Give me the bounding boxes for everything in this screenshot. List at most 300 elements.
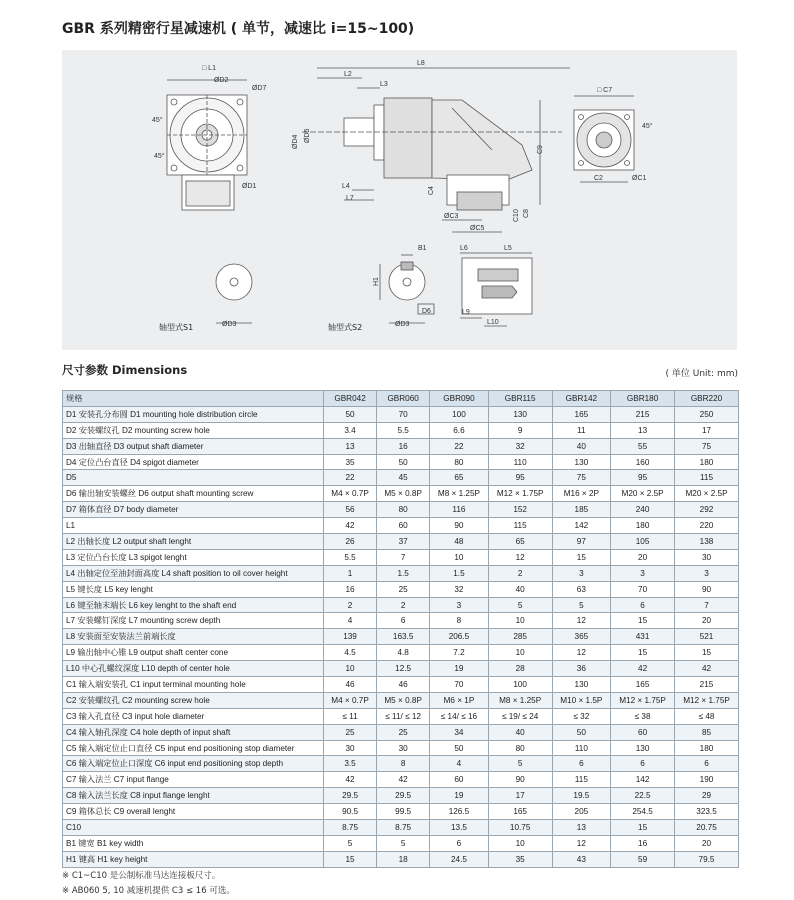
table-cell: M5 × 0.8P: [377, 692, 430, 708]
table-cell: 1: [324, 565, 377, 581]
table-cell: 20: [611, 549, 675, 565]
table-cell: 29.5: [324, 788, 377, 804]
table-cell: 6: [377, 613, 430, 629]
shaft-detail-view: [418, 253, 532, 326]
table-cell: 6: [675, 756, 739, 772]
table-cell: 4.5: [324, 645, 377, 661]
table-cell: 30: [377, 740, 430, 756]
table-row: [63, 756, 739, 772]
table-cell: 48: [430, 534, 489, 550]
row-label: C3 输入孔直径 C3 input hole diameter: [63, 708, 324, 724]
table-cell: 10: [488, 835, 552, 851]
drawing-label: ØD3: [222, 321, 237, 328]
table-cell: 206.5: [430, 629, 489, 645]
table-cell: 139: [324, 629, 377, 645]
drawing-label: □ L1: [202, 65, 216, 72]
table-cell: 50: [377, 454, 430, 470]
drawing-label: L5: [504, 245, 512, 252]
drawing-label: D6: [422, 308, 431, 315]
table-cell: 3.4: [324, 422, 377, 438]
table-cell: 190: [675, 772, 739, 788]
table-cell: 60: [377, 518, 430, 534]
table-cell: 323.5: [675, 804, 739, 820]
table-cell: 20: [675, 835, 739, 851]
table-cell: 160: [611, 454, 675, 470]
table-cell: 2: [324, 597, 377, 613]
drawing-label: ØD2: [214, 77, 229, 84]
table-cell: 19.5: [552, 788, 611, 804]
table-cell: ≤ 32: [552, 708, 611, 724]
footnotes: [62, 869, 235, 899]
table-cell: 130: [552, 677, 611, 693]
table-cell: 80: [377, 502, 430, 518]
table-cell: 15: [552, 549, 611, 565]
table-cell: 180: [611, 518, 675, 534]
table-cell: 32: [430, 581, 489, 597]
drawing-label: H1: [373, 277, 380, 286]
table-cell: 3.5: [324, 756, 377, 772]
table-cell: 110: [552, 740, 611, 756]
table-cell: 220: [675, 518, 739, 534]
table-cell: 1.5: [430, 565, 489, 581]
drawing-label: L8: [417, 60, 425, 67]
table-cell: 285: [488, 629, 552, 645]
drawing-label: ØD1: [242, 183, 257, 190]
table-cell: 90: [430, 518, 489, 534]
table-cell: 55: [611, 438, 675, 454]
table-cell: 15: [611, 613, 675, 629]
drawing-label: L10: [487, 319, 499, 326]
table-cell: 50: [430, 740, 489, 756]
table-cell: M20 × 2.5P: [611, 486, 675, 502]
drawing-label: L6: [460, 245, 468, 252]
table-cell: 40: [488, 724, 552, 740]
table-cell: 29: [675, 788, 739, 804]
table-cell: 40: [552, 438, 611, 454]
row-label: L10 中心孔螺纹深度 L10 depth of center hole: [63, 661, 324, 677]
table-cell: 90.5: [324, 804, 377, 820]
table-row: [63, 422, 739, 438]
row-label: D1 安装孔分布圆 D1 mounting hole distribution circle: [63, 406, 324, 422]
table-cell: 30: [324, 740, 377, 756]
table-cell: 100: [488, 677, 552, 693]
drawing-label: ØC3: [444, 213, 459, 220]
header-cell: GBR180: [611, 391, 675, 407]
table-cell: 37: [377, 534, 430, 550]
table-cell: 12: [552, 645, 611, 661]
drawing-label: C8: [523, 209, 530, 218]
table-cell: 75: [675, 438, 739, 454]
table-cell: 205: [552, 804, 611, 820]
header-cell: GBR060: [377, 391, 430, 407]
table-cell: M8 × 1.25P: [430, 486, 489, 502]
table-cell: 85: [675, 724, 739, 740]
table-cell: 95: [488, 470, 552, 486]
table-cell: 5: [377, 835, 430, 851]
table-cell: ≤ 48: [675, 708, 739, 724]
table-cell: M12 × 1.75P: [488, 486, 552, 502]
table-cell: 70: [430, 677, 489, 693]
table-cell: 80: [488, 740, 552, 756]
table-cell: 63: [552, 581, 611, 597]
row-label: C5 输入端定位止口直径 C5 input end positioning stop diameter: [63, 740, 324, 756]
table-cell: 26: [324, 534, 377, 550]
table-cell: 35: [324, 454, 377, 470]
table-cell: 42: [324, 772, 377, 788]
table-cell: 6: [430, 835, 489, 851]
table-row: [63, 835, 739, 851]
table-cell: 12: [552, 835, 611, 851]
table-cell: 126.5: [430, 804, 489, 820]
table-cell: 115: [488, 518, 552, 534]
drawing-label: 45°: [642, 123, 653, 130]
row-label: C7 输入法兰 C7 input flange: [63, 772, 324, 788]
row-label: L2 出轴长度 L2 output shaft lenght: [63, 534, 324, 550]
table-cell: 110: [488, 454, 552, 470]
table-cell: M5 × 0.8P: [377, 486, 430, 502]
row-label: C4 输入轴孔深度 C4 hole depth of input shaft: [63, 724, 324, 740]
table-cell: 99.5: [377, 804, 430, 820]
table-cell: 180: [675, 454, 739, 470]
table-cell: 10: [430, 549, 489, 565]
table-cell: 25: [377, 724, 430, 740]
table-cell: 130: [488, 406, 552, 422]
table-cell: ≤ 11/ ≤ 12: [377, 708, 430, 724]
table-cell: 115: [552, 772, 611, 788]
table-cell: M12 × 1.75P: [611, 692, 675, 708]
table-cell: 116: [430, 502, 489, 518]
table-cell: 13: [611, 422, 675, 438]
table-cell: 40: [488, 581, 552, 597]
table-cell: 152: [488, 502, 552, 518]
table-cell: 22: [324, 470, 377, 486]
row-label: D3 出轴直径 D3 output shaft diameter: [63, 438, 324, 454]
drawing-label: 45°: [154, 153, 165, 160]
table-cell: M20 × 2.5P: [675, 486, 739, 502]
table-cell: 15: [611, 645, 675, 661]
table-cell: M8 × 1.25P: [488, 692, 552, 708]
table-row: [63, 613, 739, 629]
table-cell: 65: [430, 470, 489, 486]
table-cell: 8: [377, 756, 430, 772]
row-label: L7 安装螺钉深度 L7 mounting screw depth: [63, 613, 324, 629]
table-cell: 28: [488, 661, 552, 677]
table-cell: 15: [675, 645, 739, 661]
row-label: C10: [63, 820, 324, 836]
table-cell: 138: [675, 534, 739, 550]
section-title: 尺寸参数 Dimensions: [62, 363, 188, 377]
row-label: C6 输入端定位止口深度 C6 input end positioning stop depth: [63, 756, 324, 772]
table-cell: M6 × 1P: [430, 692, 489, 708]
table-cell: 25: [377, 581, 430, 597]
table-cell: 17: [488, 788, 552, 804]
table-row: [63, 597, 739, 613]
drawing-label: L9: [462, 309, 470, 316]
table-cell: 2: [488, 565, 552, 581]
table-cell: 431: [611, 629, 675, 645]
table-cell: 8.75: [377, 820, 430, 836]
header-cell: 规格: [63, 391, 324, 407]
table-cell: 5: [324, 835, 377, 851]
row-label: C9 箱体总长 C9 overall lenght: [63, 804, 324, 820]
table-cell: 43: [552, 851, 611, 867]
table-cell: 46: [324, 677, 377, 693]
footnote: ※ C1~C10 是公制标准马达连接板尺寸。: [62, 871, 221, 881]
drawing-label: ØD4: [292, 134, 299, 149]
table-row: [63, 677, 739, 693]
table-row: [63, 788, 739, 804]
table-cell: 180: [675, 740, 739, 756]
row-label: L8 安装面至安装法兰前端长度: [63, 629, 324, 645]
table-cell: 13.5: [430, 820, 489, 836]
table-cell: 65: [488, 534, 552, 550]
table-row: [63, 772, 739, 788]
table-cell: 3: [611, 565, 675, 581]
table-cell: 15: [324, 851, 377, 867]
row-label: C1 输入端安装孔 C1 input terminal mounting hole: [63, 677, 324, 693]
table-cell: 17: [675, 422, 739, 438]
table-cell: M4 × 0.7P: [324, 692, 377, 708]
drawing-label: L2: [344, 71, 352, 78]
table-cell: 6: [552, 756, 611, 772]
technical-drawing: [62, 50, 737, 350]
table-cell: 90: [488, 772, 552, 788]
table-cell: 9: [488, 422, 552, 438]
table-cell: 1.5: [377, 565, 430, 581]
row-label: L4 出轴定位至油封面高度 L4 shaft position to oil cover height: [63, 565, 324, 581]
drawing-label: ØC1: [632, 175, 647, 182]
row-label: D2 安装螺纹孔 D2 mounting screw hole: [63, 422, 324, 438]
table-cell: 4.8: [377, 645, 430, 661]
dimensions-table: [62, 390, 739, 868]
table-cell: M4 × 0.7P: [324, 486, 377, 502]
row-label: D7 箱体直径 D7 body diameter: [63, 502, 324, 518]
table-cell: 4: [324, 613, 377, 629]
drawing-label: □ C7: [597, 87, 613, 94]
row-label: L6 键至轴末端长 L6 key lenght to the shaft end: [63, 597, 324, 613]
table-cell: 11: [552, 422, 611, 438]
table-cell: 70: [611, 581, 675, 597]
table-cell: M12 × 1.75P: [675, 692, 739, 708]
table-cell: 56: [324, 502, 377, 518]
table-cell: 46: [377, 677, 430, 693]
table-cell: 45: [377, 470, 430, 486]
row-label: L3 定位凸台长度 L3 spigot lenght: [63, 549, 324, 565]
table-row: [63, 661, 739, 677]
drawing-svg: [62, 50, 737, 350]
row-label: H1 键高 H1 key height: [63, 851, 324, 867]
drawing-label: B1: [418, 245, 427, 252]
table-cell: ≤ 38: [611, 708, 675, 724]
caption-s1: 轴型式S1: [159, 323, 194, 332]
table-cell: 35: [488, 851, 552, 867]
table-cell: 5: [488, 597, 552, 613]
table-cell: 90: [675, 581, 739, 597]
table-cell: 292: [675, 502, 739, 518]
table-cell: 70: [377, 406, 430, 422]
table-cell: 5.5: [377, 422, 430, 438]
row-label: D6 输出轴安装螺丝 D6 output shaft mounting screw: [63, 486, 324, 502]
table-cell: 6.6: [430, 422, 489, 438]
table-cell: 12: [488, 549, 552, 565]
table-row: [63, 581, 739, 597]
header-cell: GBR115: [488, 391, 552, 407]
table-cell: 3: [675, 565, 739, 581]
table-cell: 20: [675, 613, 739, 629]
unit-label: ( 单位 Unit: mm): [665, 369, 738, 379]
table-cell: 13: [552, 820, 611, 836]
table-cell: 50: [552, 724, 611, 740]
table-cell: 7: [377, 549, 430, 565]
table-cell: 6: [611, 756, 675, 772]
drawing-label: C9: [537, 145, 544, 154]
drawing-label: ØD3: [395, 321, 410, 328]
table-cell: 20.75: [675, 820, 739, 836]
table-cell: 59: [611, 851, 675, 867]
table-cell: 10: [488, 645, 552, 661]
table-cell: 250: [675, 406, 739, 422]
table-cell: 163.5: [377, 629, 430, 645]
table-cell: 18: [377, 851, 430, 867]
table-cell: 25: [324, 724, 377, 740]
header-cell: GBR142: [552, 391, 611, 407]
table-row: [63, 518, 739, 534]
table-row: [63, 438, 739, 454]
table-cell: 16: [324, 581, 377, 597]
table-cell: 29.5: [377, 788, 430, 804]
table-cell: 5: [552, 597, 611, 613]
drawing-label: ØC5: [470, 225, 485, 232]
table-cell: 130: [611, 740, 675, 756]
footnote: ※ AB060 5, 10 减速机提供 C3 ≤ 16 可选。: [62, 886, 235, 896]
table-cell: 3: [430, 597, 489, 613]
table-cell: 100: [430, 406, 489, 422]
table-cell: 42: [324, 518, 377, 534]
table-cell: 185: [552, 502, 611, 518]
drawing-label: L7: [346, 195, 354, 202]
table-cell: 75: [552, 470, 611, 486]
table-row: [63, 549, 739, 565]
table-cell: 19: [430, 661, 489, 677]
table-cell: 97: [552, 534, 611, 550]
table-cell: 8.75: [324, 820, 377, 836]
table-row: [63, 629, 739, 645]
table-row: [63, 740, 739, 756]
drawing-label: C2: [594, 175, 603, 182]
table-cell: 22: [430, 438, 489, 454]
table-cell: 5.5: [324, 549, 377, 565]
drawing-label: C4: [428, 186, 435, 195]
table-cell: 12: [552, 613, 611, 629]
header-cell: GBR220: [675, 391, 739, 407]
table-cell: 115: [675, 470, 739, 486]
table-row: [63, 406, 739, 422]
table-cell: 16: [611, 835, 675, 851]
table-cell: 60: [611, 724, 675, 740]
table-cell: ≤ 14/ ≤ 16: [430, 708, 489, 724]
table-cell: 7: [675, 597, 739, 613]
table-cell: 60: [430, 772, 489, 788]
row-label: B1 键宽 B1 key width: [63, 835, 324, 851]
table-cell: 12.5: [377, 661, 430, 677]
row-label: L5 键长度 L5 key lenght: [63, 581, 324, 597]
table-row: [63, 804, 739, 820]
row-label: L1: [63, 518, 324, 534]
table-cell: 24.5: [430, 851, 489, 867]
row-label: C8 输入法兰长度 C8 input flange lenght: [63, 788, 324, 804]
drawing-label: ØD7: [252, 85, 267, 92]
table-cell: 13: [324, 438, 377, 454]
page-title: GBR 系列精密行星减速机 ( 单节，减速比 i=15~100): [62, 21, 415, 37]
table-cell: 10.75: [488, 820, 552, 836]
row-label: D5: [63, 470, 324, 486]
row-label: D4 定位凸台直径 D4 spigot diameter: [63, 454, 324, 470]
table-cell: 142: [552, 518, 611, 534]
table-cell: 240: [611, 502, 675, 518]
table-cell: 50: [324, 406, 377, 422]
table-cell: 2: [377, 597, 430, 613]
row-label: L9 输出轴中心锥 L9 output shaft center cone: [63, 645, 324, 661]
table-row: [63, 454, 739, 470]
table-cell: 215: [675, 677, 739, 693]
caption-s2: 轴型式S2: [328, 323, 363, 332]
table-cell: 36: [552, 661, 611, 677]
table-cell: 142: [611, 772, 675, 788]
table-row: [63, 502, 739, 518]
table-row: [63, 470, 739, 486]
drawing-label: L3: [380, 81, 388, 88]
table-cell: 95: [611, 470, 675, 486]
drawing-label: 45°: [152, 117, 163, 124]
table-cell: M10 × 1.5P: [552, 692, 611, 708]
table-cell: 4: [430, 756, 489, 772]
table-cell: 80: [430, 454, 489, 470]
drawing-label: C10: [513, 209, 520, 222]
table-row: [63, 692, 739, 708]
drawing-label: L4: [342, 183, 350, 190]
table-cell: 254.5: [611, 804, 675, 820]
table-cell: 15: [611, 820, 675, 836]
table-cell: M16 × 2P: [552, 486, 611, 502]
table-row: [63, 645, 739, 661]
table-row: [63, 534, 739, 550]
table-cell: 42: [377, 772, 430, 788]
table-cell: 42: [675, 661, 739, 677]
table-cell: 30: [675, 549, 739, 565]
table-row: [63, 708, 739, 724]
table-cell: 105: [611, 534, 675, 550]
side-view: [302, 68, 570, 232]
table-cell: 165: [552, 406, 611, 422]
table-row: [63, 486, 739, 502]
table-cell: 42: [611, 661, 675, 677]
table-row: [63, 565, 739, 581]
input-view: [574, 96, 634, 182]
front-view: [167, 80, 247, 210]
table-cell: ≤ 19/ ≤ 24: [488, 708, 552, 724]
table-cell: 19: [430, 788, 489, 804]
table-cell: 3: [552, 565, 611, 581]
table-cell: 10: [324, 661, 377, 677]
table-header-row: [63, 391, 739, 407]
table-cell: 16: [377, 438, 430, 454]
table-cell: 165: [488, 804, 552, 820]
table-cell: 79.5: [675, 851, 739, 867]
drawing-label: ØD5: [304, 128, 311, 143]
row-label: C2 安装螺纹孔 C2 mounting screw hole: [63, 692, 324, 708]
table-cell: 22.5: [611, 788, 675, 804]
table-cell: 365: [552, 629, 611, 645]
